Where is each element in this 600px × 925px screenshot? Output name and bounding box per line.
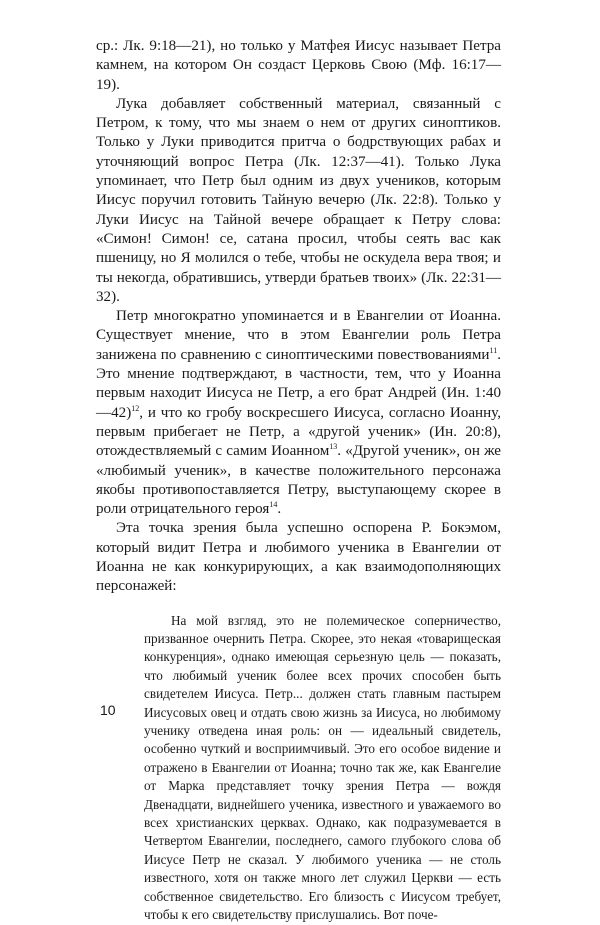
footnote-ref[interactable]: 12 bbox=[131, 403, 140, 413]
paragraph-text: Лука добавляет собственный материал, связанный с Петром, к тому, что мы знаем о нем от других синоптиков. Только у Луки приводится притча о бодрствующих рабах и уточняющий вопрос Петра (Лк. 12:37—41). Только Лука упоминает, что Петр был одним из двух учеников, которым Иисус поручил готовить Тайную вечерю (Лк. 22:8). Только у Луки Иисус на Тайной вечере обращает к Петру слова: «Симон! Симон! се, сатана просил, чтобы сеять вас как пшеницу, но Я молился о тебе, чтобы не оскудела вера твоя; и ты некогда, обратившись, утверди братьев твоих» (Лк. 22:31—32). bbox=[96, 95, 501, 305]
paragraph-text: . Это мнение подтверждают, в частности, тем, что у Иоанна первым находит Иисуса не Петр, а его брат Андрей (Ин. 1:40—42) bbox=[96, 346, 501, 421]
footnote-ref[interactable]: 11 bbox=[489, 345, 498, 355]
paragraph-text: Петр многократно упоминается и в Евангелии от Иоанна. Существует мнение, что в этом Евангелии роль Петра занижена по сравнению с синоптическими повествованиями bbox=[96, 308, 501, 363]
paragraph-text: , и что ко гробу воскресшего Иисуса, согласно Иоанну, первым прибегает не Петр, а «другой ученик» (Ин. 20:8), отождествляемый с самим Иоанном bbox=[96, 404, 501, 460]
block-quote: На мой взгляд, это не полемическое соперничество, призванное очернить Петра. Скорее, это некая «товарищеская конкуренция», однако имеющая серьезную цель — показать, что любимый ученик более всех прочих способен быть свидетелем Иисуса. Петр... должен стать главным пастырем Иисусовых овец и отдать свою жизнь за Иисуса, но любимому ученику отведена иная роль: он — идеальный свидетель, особенно чуткий и восприимчивый. Это его особое видение и отражено в Евангелии от Иоанна; точно так же, как Евангелие от Марка представляет точку зрения Петра — вождя Двенадцати, виднейшего ученика, известного и уважаемого во всех христианских церквах. Однако, как подразумевается в Четвертом Евангелии, последнего, самого глубокого слова об Иисусе Петр не сказал. У любимого ученика — не столь известного, хотя он также много лет служил Церкви — есть собственное свидетельство. Его близость с Иисусом требует, чтобы к его свидетельству прислушались. Вот поче- bbox=[144, 612, 501, 923]
footnote-ref[interactable]: 14 bbox=[269, 500, 278, 510]
paragraph bbox=[96, 95, 501, 307]
paragraph-text: ср.: Лк. 9:18—21), но только у Матфея Иисус называет Петра камнем, на котором Он создаст Церковь Свою (Мф. 16:17—19). bbox=[96, 38, 501, 93]
paragraph bbox=[96, 307, 501, 519]
footnote-ref[interactable]: 13 bbox=[329, 442, 338, 452]
paragraph-text: . «Другой ученик», он же «любимый ученик», в качестве положительного персонажа якобы противопоставляется Петру, выступающему скорее в роли отрицательного героя bbox=[96, 443, 501, 518]
paragraph-text: Эта точка зрения была успешно оспорена Р. Бокэмом, который видит Петра и любимого ученика в Евангелии от Иоанна не как конкурирующих, а как взаимодополняющих персонажей: bbox=[96, 520, 501, 595]
paragraph bbox=[96, 519, 501, 596]
paragraph bbox=[96, 37, 501, 95]
paragraph-text: . bbox=[277, 501, 282, 518]
main-text bbox=[96, 37, 501, 597]
page-body bbox=[96, 37, 501, 925]
page-number: 10 bbox=[100, 702, 116, 718]
